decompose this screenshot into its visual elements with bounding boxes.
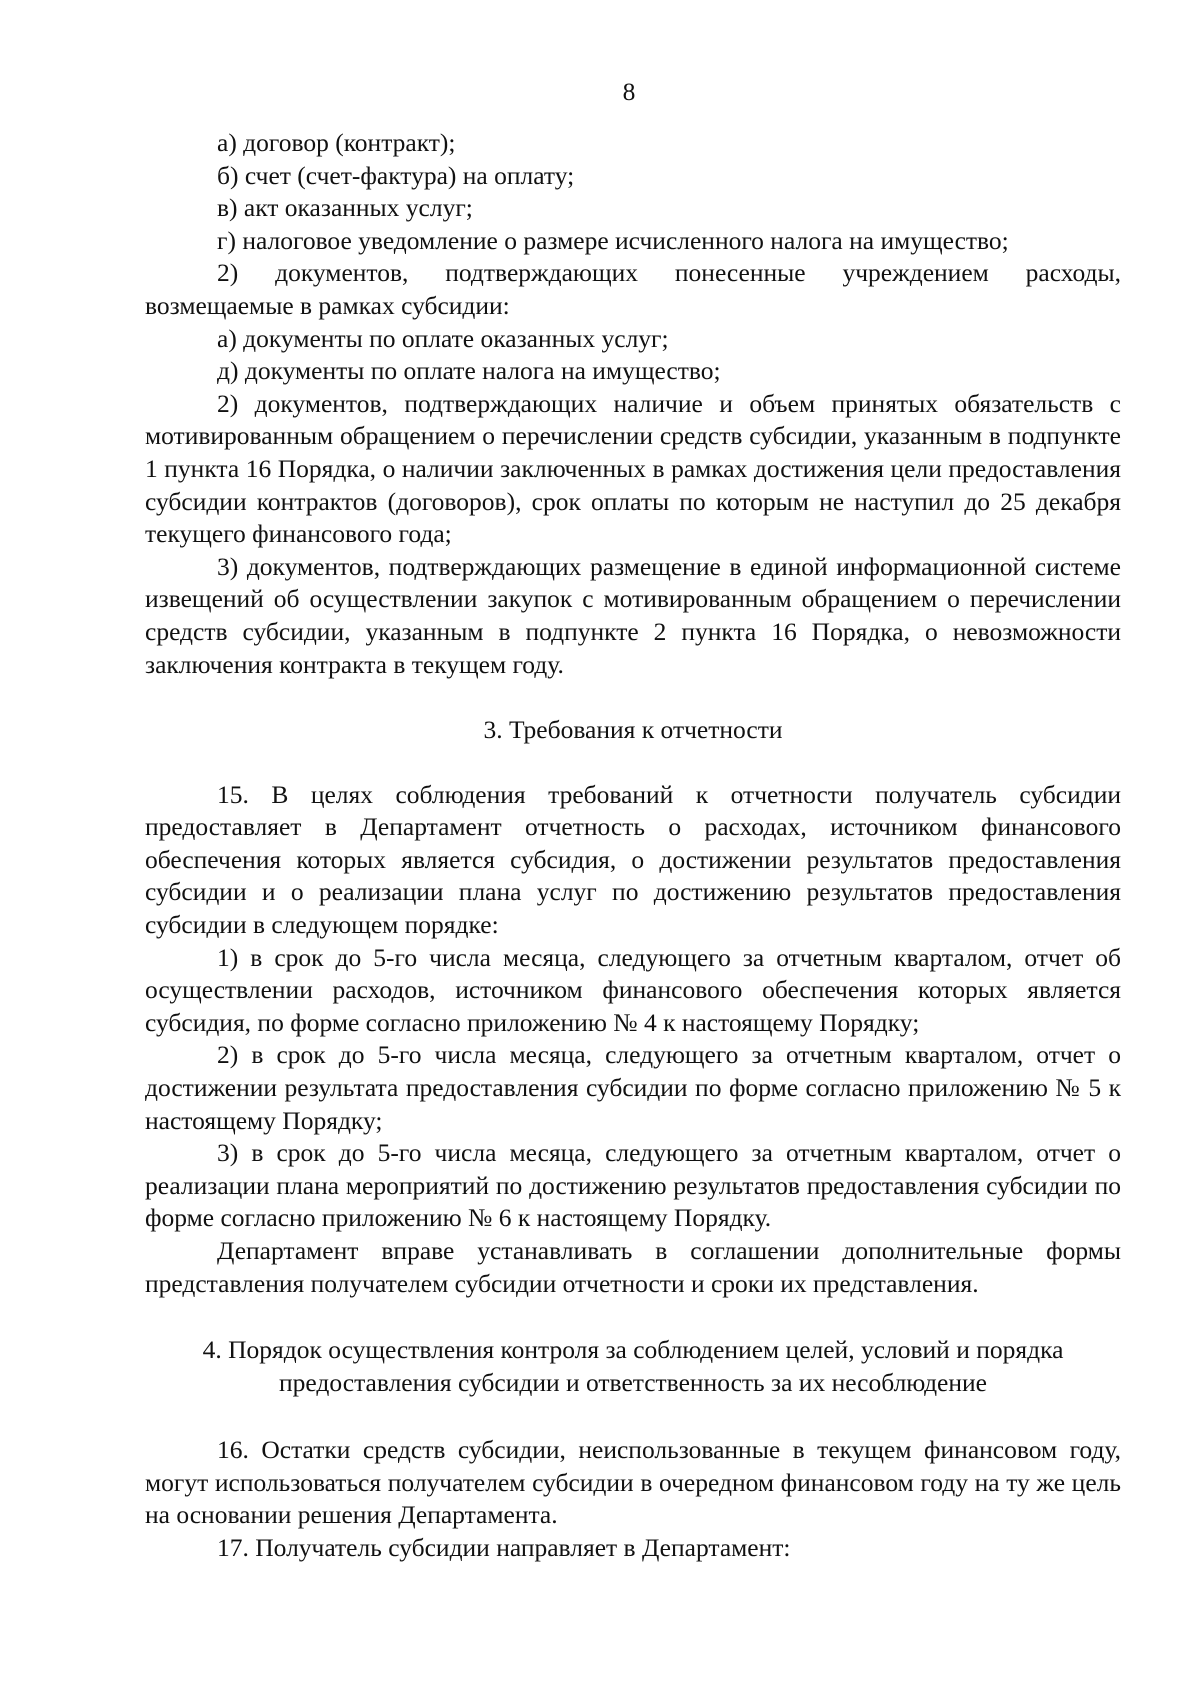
paragraph: 1) в срок до 5-го числа месяца, следующего за отчетным кварталом, отчет об осуществлении расходов, источником финансового обеспечения которых является субсидия, по форме согласно приложению № 4 к настоящему Порядку; bbox=[145, 942, 1121, 1037]
paragraph: а) договор (контракт); bbox=[217, 128, 456, 157]
paragraph: 3) в срок до 5-го числа месяца, следующего за отчетным кварталом, отчет о реализации плана мероприятий по достижению результатов предоставления субсидии по форме согласно приложению № 6 к настоящему Порядку. bbox=[145, 1138, 1121, 1233]
paragraph: 15. В целях соблюдения требований к отчетности получатель субсидии предоставляет в Департамент отчетность о расходах, источником финансового обеспечения которых является субсидия, о достижении результатов предоставления субсидии и о реализации плана услуг по достижению результатов предоставления субсидии в следующем порядке: bbox=[145, 779, 1121, 940]
paragraph: д) документы по оплате налога на имущество; bbox=[217, 356, 721, 386]
paragraph: в) акт оказанных услуг; bbox=[217, 193, 473, 223]
paragraph: 2) документов, подтверждающих наличие и объем принятых обязательств с мотивированным обращением о перечислении средств субсидии, указанным в подпункте 1 пункта 16 Порядка, о наличии заключенных в рамках достижения цели предоставления субсидии контрактов (договоров), срок оплаты по которым не наступил до 25 декабря текущего финансового года; bbox=[145, 388, 1121, 549]
page-number: 8 bbox=[622, 77, 636, 106]
paragraph: г) налоговое уведомление о размере исчисленного налога на имущество; bbox=[217, 225, 1009, 255]
paragraph: а) документы по оплате оказанных услуг; bbox=[217, 323, 669, 353]
paragraph: 17. Получатель субсидии направляет в Департамент: bbox=[217, 1532, 791, 1562]
document-body bbox=[145, 127, 1121, 1565]
paragraph: 3) документов, подтверждающих размещение в единой информационной системе извещений об осуществлении закупок с мотивированным обращением о перечислении средств субсидии, указанным в подпункте 2 пункта 16 Порядка, о невозможности заключения контракта в текущем году. bbox=[145, 551, 1121, 679]
section-heading bbox=[145, 1333, 1121, 1399]
section-heading: 3. Требования к отчетности bbox=[483, 715, 783, 745]
section-heading-line: 4. Порядок осуществления контроля за соблюдением целей, условий и порядка bbox=[202, 1335, 1064, 1365]
paragraph: 2) документов, подтверждающих понесенные учреждением расходы, возмещаемые в рамках субсидии: bbox=[145, 258, 1121, 320]
paragraph: 16. Остатки средств субсидии, неиспользованные в текущем финансовом году, могут использоваться получателем субсидии в очередном финансовом году на ту же цель на основании решения Департамента. bbox=[145, 1435, 1121, 1530]
paragraph: 2) в срок до 5-го числа месяца, следующего за отчетным кварталом, отчет о достижении результата предоставления субсидии по форме согласно приложению № 5 к настоящему Порядку; bbox=[145, 1040, 1121, 1135]
paragraph: Департамент вправе устанавливать в соглашении дополнительные формы представления получателем субсидии отчетности и сроки их представления. bbox=[145, 1236, 1121, 1298]
section-heading-line: предоставления субсидии и ответственность за их несоблюдение bbox=[279, 1368, 987, 1398]
paragraph: б) счет (счет-фактура) на оплату; bbox=[217, 160, 575, 190]
